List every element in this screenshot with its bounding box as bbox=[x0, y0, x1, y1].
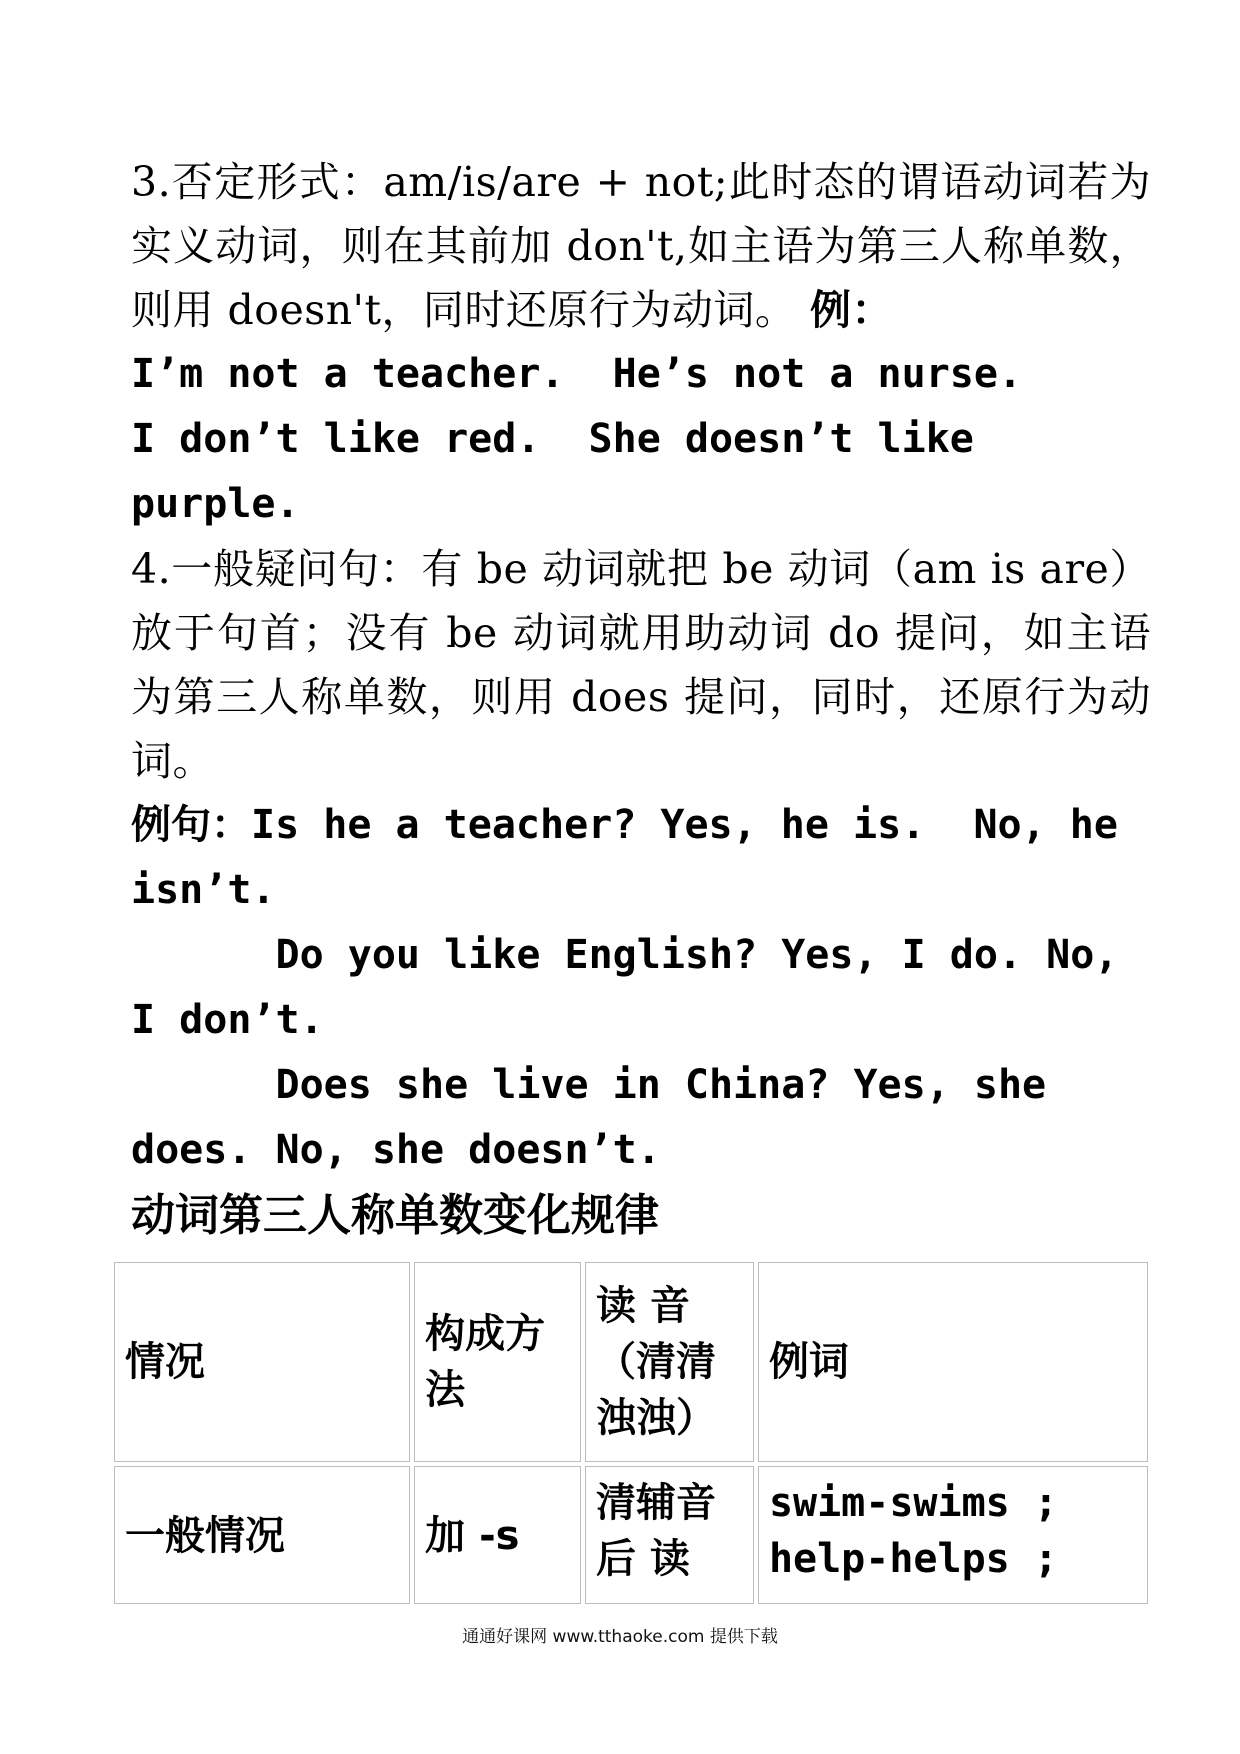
section-title: 动词第三人称单数变化规律 bbox=[131, 1190, 659, 1241]
negative-form-paragraph bbox=[131, 150, 1151, 342]
question-example-3: Does she live in China? Yes, she does. No, she doesn’t. bbox=[131, 1062, 1071, 1173]
table-row bbox=[114, 1466, 1148, 1604]
header-pronunciation: 读 音（清清浊浊） bbox=[585, 1262, 754, 1462]
question-form-paragraph: 4.一般疑问句：有 be 动词就把 be 动词（am is are）放于句首；没有 be 动词就用助动词 do 提问，如主语为第三人称单数，则用 does 提问，同时，还原行为动词。 bbox=[131, 545, 1151, 785]
rules-table bbox=[110, 1258, 1152, 1608]
example-sentence-label: 例句： bbox=[131, 802, 251, 848]
negative-example-1: I’m not a teacher. He’s not a nurse. bbox=[131, 351, 1023, 397]
header-method: 构成方法 bbox=[414, 1262, 581, 1462]
negative-example-2: I don’t like red. She doesn’t like purple. bbox=[131, 416, 998, 527]
example-label: 例： bbox=[809, 286, 893, 334]
cell-method: 加 -s bbox=[414, 1466, 581, 1604]
header-situation: 情况 bbox=[114, 1262, 410, 1462]
cell-examples bbox=[758, 1466, 1148, 1604]
rules-table-wrapper bbox=[114, 1258, 1156, 1608]
cell-pronunciation: 清辅音后 读 bbox=[585, 1466, 754, 1604]
header-examples: 例词 bbox=[758, 1262, 1148, 1462]
example-word-1: swim-swims ; bbox=[768, 1480, 1058, 1526]
footer-text: 通通好课网 www.tthaoke.com 提供下载 bbox=[462, 1627, 778, 1647]
content-body bbox=[131, 150, 1151, 1249]
cell-situation: 一般情况 bbox=[114, 1466, 410, 1604]
question-example-2: Do you like English? Yes, I do. No, I don’t. bbox=[131, 932, 1143, 1043]
negative-form-text: 3.否定形式：am/is/are + not;此时态的谓语动词若为实义动词，则在其前加 don't,如主语为第三人称单数，则用 doesn't，同时还原行为动词。 bbox=[131, 158, 1151, 334]
question-example-1-text: Is he a teacher? Yes, he is. No, he isn’t. bbox=[131, 802, 1143, 913]
question-example-1 bbox=[131, 793, 1151, 923]
table-header-row bbox=[114, 1262, 1148, 1462]
example-word-2: help-helps ; bbox=[768, 1536, 1058, 1582]
